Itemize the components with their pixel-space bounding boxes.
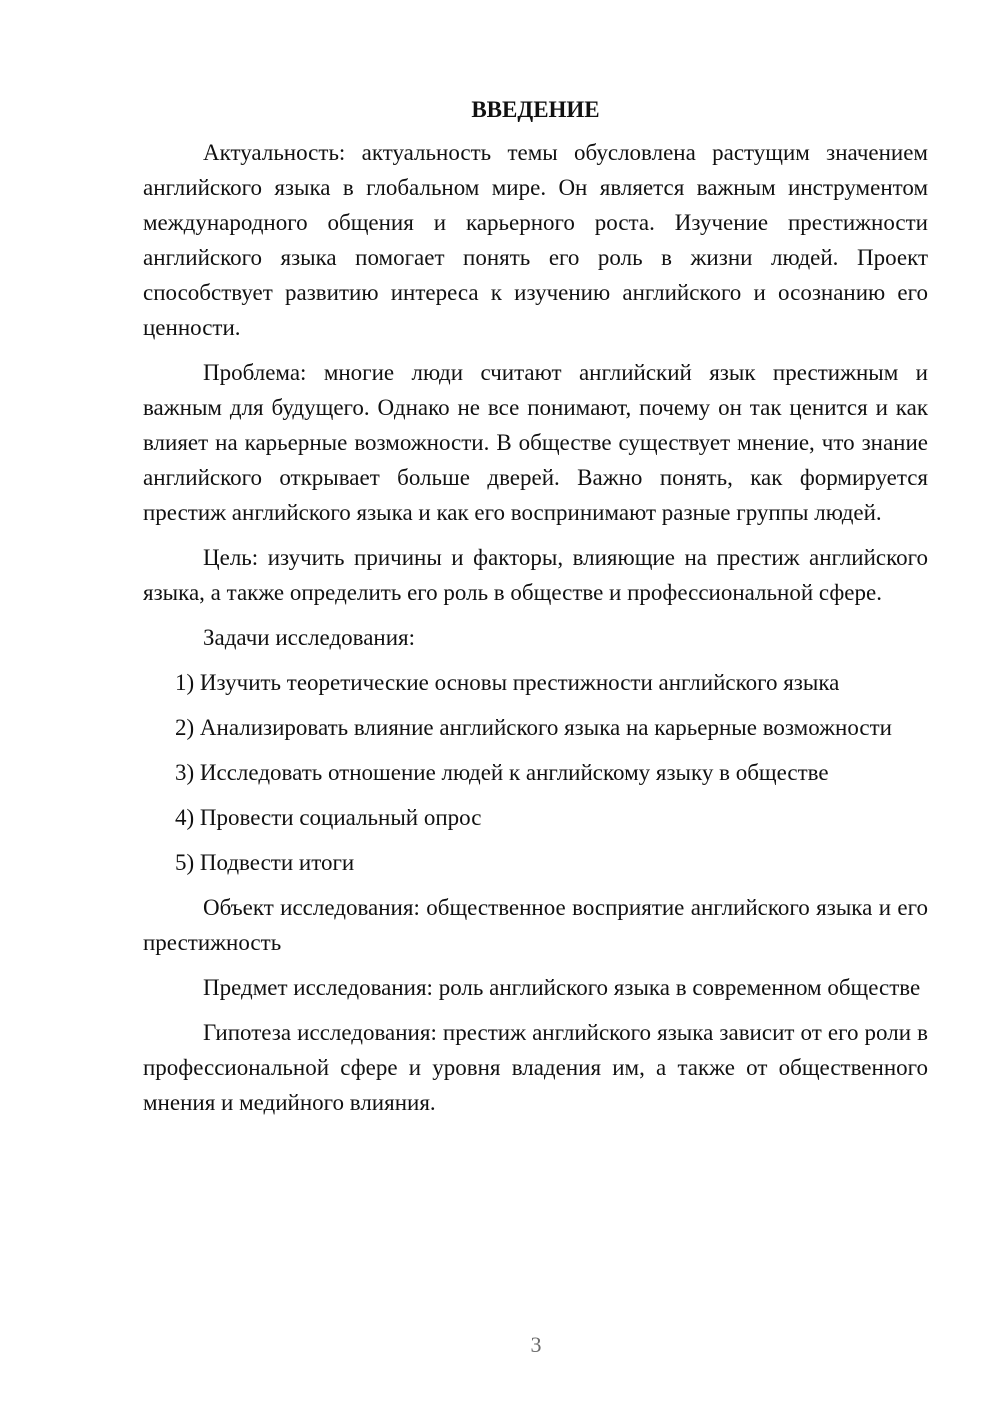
paragraph-goal: Цель: изучить причины и факторы, влияющие на престиж английского языка, а также определить его роль в обществе и профессиональной сфере. xyxy=(143,545,928,605)
paragraph-subject: Предмет исследования: роль английского языка в современном обществе xyxy=(203,975,921,1000)
paragraph-object: Объект исследования: общественное восприятие английского языка и его престижность xyxy=(143,895,928,955)
task-item: 4) Провести социальный опрос xyxy=(175,805,482,830)
paragraph-hypothesis: Гипотеза исследования: престиж английского языка зависит от его роли в профессиональной сфере и уровня владения им, а также от общественного мнения и медийного влияния. xyxy=(143,1020,928,1115)
document-body xyxy=(143,92,928,1130)
task-item: 1) Изучить теоретические основы престижности английского языка xyxy=(175,670,840,695)
task-item: 2) Анализировать влияние английского языка на карьерные возможности xyxy=(175,715,892,740)
paragraph-relevance: Актуальность: актуальность темы обусловлена растущим значением английского языка в глобальном мире. Он является важным инструментом международного общения и карьерного роста. Изучение престижности английского языка помогает понять его роль в жизни людей. Проект способствует развитию интереса к изучению английского и осознанию его ценности. xyxy=(143,140,928,340)
task-item: 3) Исследовать отношение людей к английскому языку в обществе xyxy=(175,760,829,785)
paragraph-problem: Проблема: многие люди считают английский язык престижным и важным для будущего. Однако не все понимают, почему он так ценится и как влияет на карьерные возможности. В обществе существует мнение, что знание английского открывает больше дверей. Важно понять, как формируется престиж английского языка и как его воспринимают разные группы людей. xyxy=(143,360,928,525)
page-number: 3 xyxy=(530,1332,542,1357)
section-title: ВВЕДЕНИЕ xyxy=(471,97,600,122)
tasks-heading: Задачи исследования: xyxy=(203,625,416,650)
task-item: 5) Подвести итоги xyxy=(175,850,355,875)
